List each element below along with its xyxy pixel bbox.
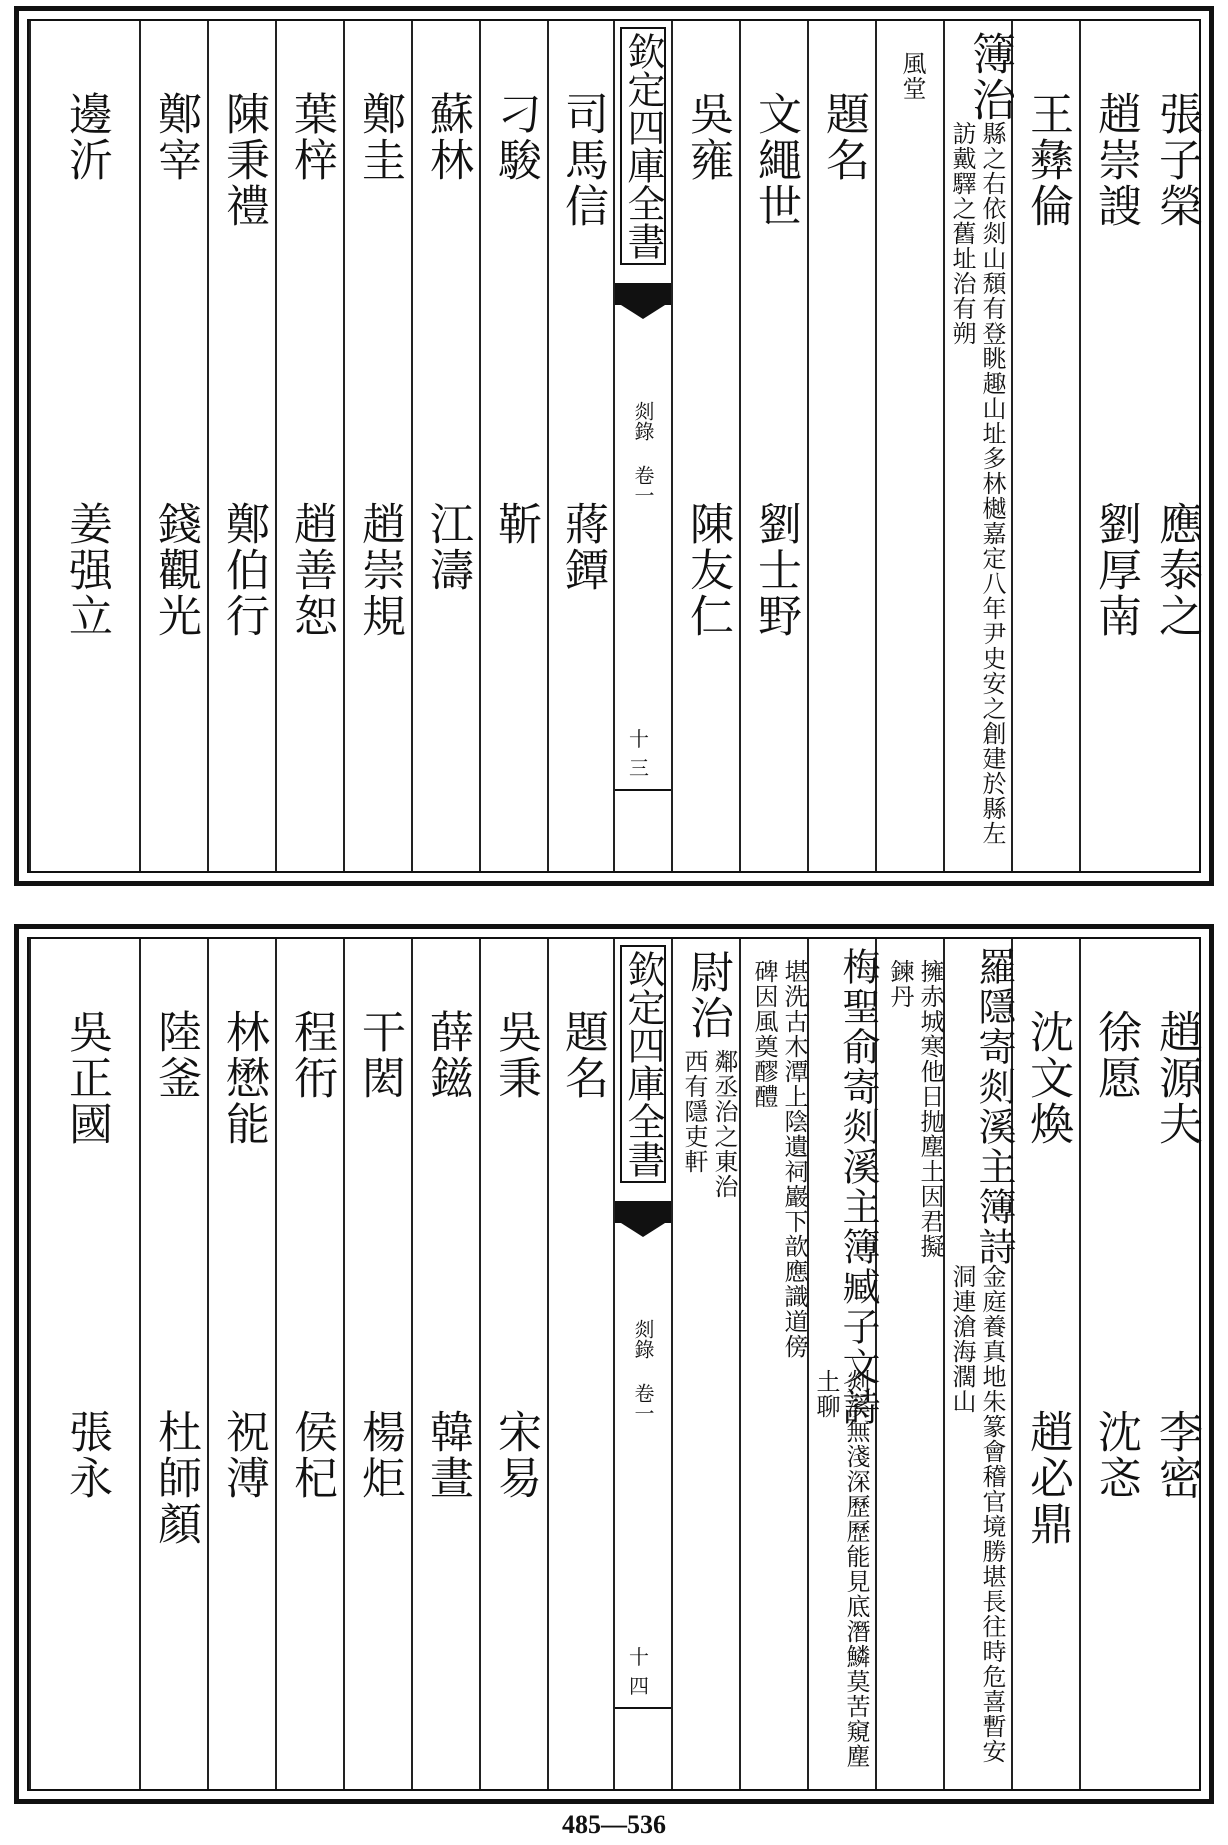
name-lower: 錢觀光 [150,501,201,639]
top-col-12 [343,21,413,871]
name-lower: 趙崇規 [354,501,405,639]
name-upper: 陸釜 [150,1009,201,1101]
top-col-13 [275,21,345,871]
bottom-col-5 [875,939,945,1789]
name-upper: 文繩世 [750,91,801,229]
bottom-col-9 [547,939,615,1789]
fishtail-mark [615,283,671,305]
name-upper: 鄭圭 [354,91,405,183]
spine-header: 欽定四庫全書 [620,945,666,1183]
annotation-text: 縣之右依剡山頹有登眺趣山址多林樾嘉定八年尹史安之創建於縣左訪戴驛之舊址治有朔 [948,121,1006,846]
heading: 題名 [557,1009,608,1101]
name-lower: 趙必鼎 [1022,1409,1073,1547]
bottom-col-15 [139,939,209,1789]
bottom-col-2 [1079,939,1149,1789]
top-col-1 [1147,21,1205,871]
name-upper: 刁駿 [490,91,541,183]
bottom-col-10 [479,939,549,1789]
name-lower: 宋易 [490,1409,541,1501]
name-upper: 張子榮 [1151,91,1202,229]
page-number: 485—536 [562,1810,666,1839]
name-upper: 蘇林 [422,91,473,183]
name-upper: 邊沂 [61,91,112,183]
heading: 題名 [818,91,869,183]
name-upper: 陳秉禮 [218,91,269,229]
name-lower: 姜强立 [61,501,112,639]
spine-header: 欽定四庫全書 [620,27,666,265]
name-upper: 司馬信 [557,91,608,229]
book-name: 剡錄 [631,401,655,441]
top-col-8 [671,21,741,871]
top-col-2 [1079,21,1149,871]
name-lower: 蔣鐔 [557,501,608,593]
top-col-7 [739,21,809,871]
name-upper: 鄭宰 [150,91,201,183]
top-page-frame [27,19,1201,873]
name-lower: 江濤 [422,501,473,593]
name-lower: 杜師顏 [150,1409,201,1547]
poem-title: 梅聖俞寄剡溪主簿臧子文詩 [836,947,880,1427]
bottom-col-3 [1011,939,1081,1789]
top-col-15 [139,21,209,871]
bottom-col-13 [275,939,345,1789]
top-col-9 [547,21,615,871]
name-upper: 吳正國 [61,1009,112,1147]
bottom-page-frame [27,937,1201,1791]
name-lower: 祝溥 [218,1409,269,1501]
section-title: 簿治 [964,31,1015,123]
juan-number: 卷一 [631,1383,655,1423]
name-upper: 徐愿 [1090,1009,1141,1101]
bottom-col-4 [943,939,1016,1789]
top-col-3 [1011,21,1081,871]
name-lower: 劉士野 [750,501,801,639]
spine-juan [630,1319,656,1423]
name-lower: 楊炬 [354,1409,405,1501]
name-upper: 趙源夫 [1151,1009,1202,1147]
spine-juan [630,401,656,505]
name-lower: 張永 [61,1409,112,1501]
name-upper: 沈文煥 [1022,1009,1073,1147]
leaf-number: 十四 [629,1645,649,1698]
name-lower: 沈忞 [1090,1409,1141,1501]
name-upper: 吳秉 [490,1009,541,1101]
name-lower: 應泰之 [1151,501,1202,639]
poem-title: 羅隱寄剡溪主簿詩 [972,947,1016,1267]
leaf-rule [615,1707,671,1709]
top-col-14 [207,21,277,871]
name-lower: 鄭伯行 [218,501,269,639]
name-lower: 李密 [1151,1409,1202,1501]
top-col-11 [411,21,481,871]
name-lower: 侯杞 [286,1409,337,1501]
top-col-10 [479,21,549,871]
name-lower: 劉厚南 [1090,501,1141,639]
annotation-text: 風堂 [898,51,926,101]
name-lower: 韓晝 [422,1409,473,1501]
poem-text: 金庭養真地朱篆會稽官境勝堪長往時危喜暫安洞連滄海濶山 [948,1264,1006,1764]
bottom-col-11 [411,939,481,1789]
name-upper: 薛鎡 [422,1009,473,1101]
bottom-col-12 [343,939,413,1789]
top-page-panel [14,6,1214,886]
top-col-5 [875,21,945,871]
spine-column [613,21,673,871]
name-upper: 吳雍 [682,91,733,183]
name-lower: 陳友仁 [682,501,733,639]
name-upper: 干閎 [354,1009,405,1101]
name-lower: 趙善恕 [286,501,337,639]
name-upper: 趙崇謏 [1090,91,1141,229]
poem-text: 堪洗古木潭上陰遺祠巖下歆應識道傍碑因風奠醪醴 [750,959,808,1359]
bottom-col-6 [807,939,880,1789]
name-upper: 王彝倫 [1022,91,1073,229]
section-title: 尉治 [682,949,733,1041]
name-lower: 靳 [490,501,541,547]
top-col-16 [29,21,141,871]
top-col-6 [807,21,877,871]
book-name: 剡錄 [631,1319,655,1359]
spine-column [613,939,673,1789]
annotation-text: 鄰丞治之東治西有隱吏軒 [680,1049,738,1199]
bottom-page-panel [14,924,1214,1804]
name-upper: 葉梓 [286,91,337,183]
leaf-rule [615,789,671,791]
bottom-col-8 [671,939,741,1789]
bottom-col-16 [29,939,141,1789]
name-upper: 林懋能 [218,1009,269,1147]
top-col-4 [943,21,1013,871]
bottom-col-1 [1147,939,1205,1789]
poem-text: 擁赤城寒他日抛塵土因君擬鍊丹 [886,959,944,1259]
leaf-number: 十三 [629,727,649,780]
fishtail-mark [615,1201,671,1223]
juan-number: 卷一 [631,465,655,505]
name-upper: 程衎 [286,1009,337,1101]
bottom-col-7 [739,939,809,1789]
poem-text: 剡溪無淺深歷歷能見底潛鱗莫苦窺塵土聊 [812,1369,870,1769]
bottom-col-14 [207,939,277,1789]
